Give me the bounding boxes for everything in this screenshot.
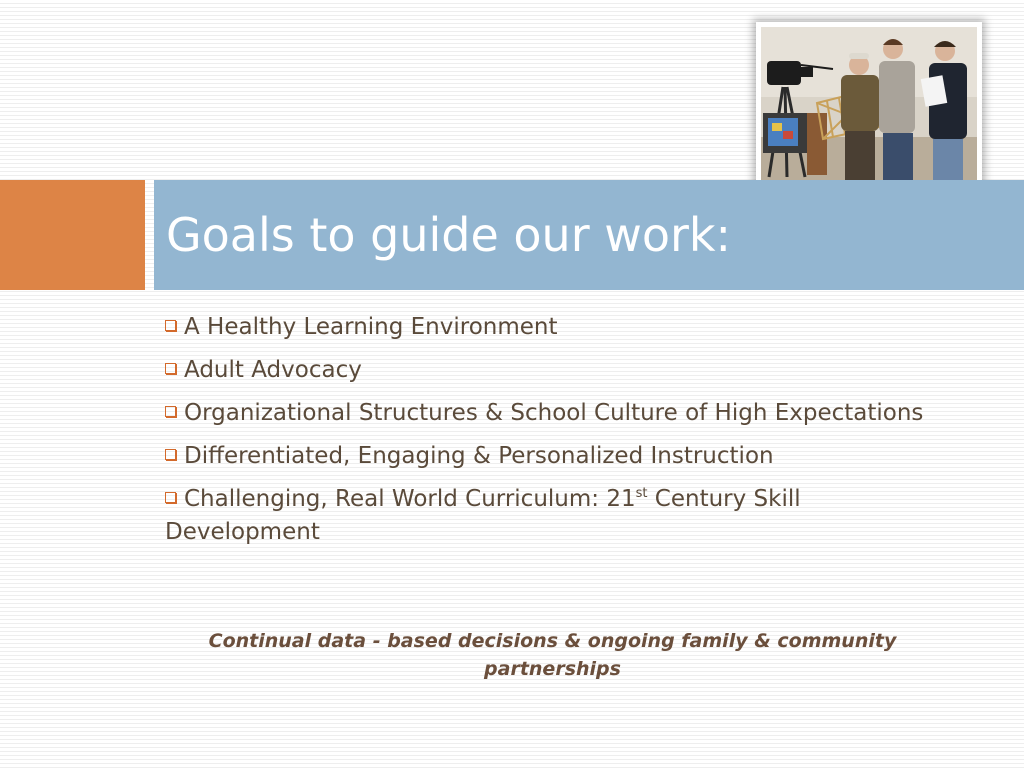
list-item-text xyxy=(165,486,801,545)
list-item-text: A Healthy Learning Environment xyxy=(184,314,558,340)
list-item-text-end: Century Skill Development xyxy=(165,486,801,545)
title-band xyxy=(0,180,1024,290)
photo-students-with-bridge-model-icon xyxy=(761,27,977,183)
list-item-text-start: Challenging, Real World Curriculum: 21 xyxy=(184,486,636,512)
title-accent-block xyxy=(0,180,145,290)
square-bullet-icon xyxy=(165,320,176,331)
ordinal-suffix: st xyxy=(635,486,648,501)
square-bullet-icon xyxy=(165,449,176,460)
square-bullet-icon xyxy=(165,406,176,417)
list-item xyxy=(165,354,935,387)
square-bullet-icon xyxy=(165,363,176,374)
list-item-text: Adult Advocacy xyxy=(184,357,362,383)
list-item xyxy=(165,483,935,549)
slide-photo xyxy=(756,22,982,188)
goals-list xyxy=(165,311,935,559)
list-item-text: Differentiated, Engaging & Personalized Instruction xyxy=(184,443,774,469)
list-item xyxy=(165,311,935,344)
list-item-text: Organizational Structures & School Culture of High Expectations xyxy=(184,400,924,426)
square-bullet-icon xyxy=(165,492,176,503)
list-item xyxy=(165,397,935,430)
slide-title: Goals to guide our work: xyxy=(166,208,732,262)
list-item xyxy=(165,440,935,473)
footer-note: Continual data - based decisions & ongoing family & community partnerships xyxy=(208,630,897,680)
